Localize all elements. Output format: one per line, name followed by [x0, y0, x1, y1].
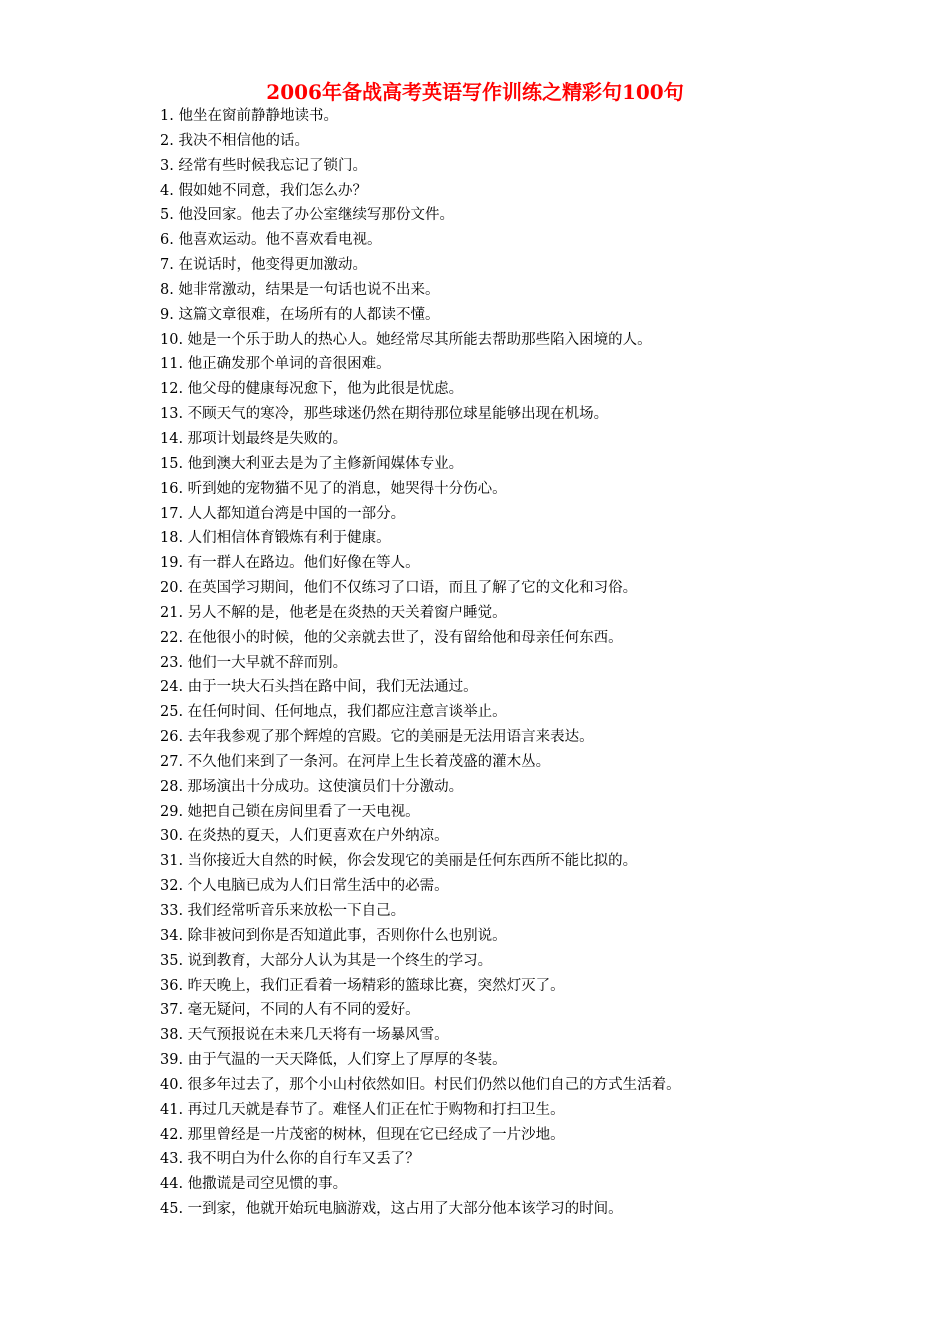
- sentence-item: 35. 说到教育，大部分人认为其是一个终生的学习。: [160, 952, 493, 969]
- sentence-item: 41. 再过几天就是春节了。难怪人们正在忙于购物和打扫卫生。: [160, 1101, 565, 1118]
- sentence-item: 32. 个人电脑已成为人们日常生活中的必需。: [160, 878, 449, 895]
- sentence-item: 3. 经常有些时候我忘记了锁门。: [160, 157, 367, 174]
- sentence-list: [160, 104, 860, 1222]
- page-title: 2006年备战高考英语写作训练之精彩句100句: [266, 80, 684, 104]
- sentence-item: 27. 不久他们来到了一条河。在河岸上生长着茂盛的灌木丛。: [160, 753, 551, 770]
- sentence-item: 18. 人们相信体育锻炼有利于健康。: [160, 530, 391, 547]
- sentence-item: 17. 人人都知道台湾是中国的一部分。: [160, 505, 406, 522]
- sentence-item: 30. 在炎热的夏天，人们更喜欢在户外纳凉。: [160, 828, 449, 845]
- sentence-item: 24. 由于一块大石头挡在路中间，我们无法通过。: [160, 679, 478, 696]
- sentence-item: 19. 有一群人在路边。他们好像在等人。: [160, 555, 420, 572]
- sentence-item: 16. 听到她的宠物猫不见了的消息，她哭得十分伤心。: [160, 480, 507, 497]
- sentence-item: 45. 一到家，他就开始玩电脑游戏，这占用了大部分他本该学习的时间。: [160, 1201, 623, 1218]
- sentence-item: 38. 天气预报说在未来几天将有一场暴风雪。: [160, 1027, 449, 1044]
- sentence-item: 9. 这篇文章很难，在场所有的人都读不懂。: [160, 306, 440, 323]
- sentence-item: 31. 当你接近大自然的时候，你会发现它的美丽是任何东西所不能比拟的。: [160, 853, 638, 870]
- sentence-item: 8. 她非常激动，结果是一句话也说不出来。: [160, 281, 440, 298]
- sentence-item: 6. 他喜欢运动。他不喜欢看电视。: [160, 232, 382, 249]
- sentence-item: 5. 他没回家。他去了办公室继续写那份文件。: [160, 207, 454, 224]
- sentence-item: 13. 不顾天气的寒冷，那些球迷仍然在期待那位球星能够出现在机场。: [160, 406, 609, 423]
- sentence-item: 15. 他到澳大利亚去是为了主修新闻媒体专业。: [160, 455, 464, 472]
- sentence-item: 25. 在任何时间、任何地点，我们都应注意言谈举止。: [160, 704, 507, 721]
- sentence-item: 42. 那里曾经是一片茂密的树林，但现在它已经成了一片沙地。: [160, 1126, 565, 1143]
- sentence-item: 10. 她是一个乐于助人的热心人。她经常尽其所能去帮助那些陷入困境的人。: [160, 331, 652, 348]
- sentence-item: 44. 他撒谎是司空见惯的事。: [160, 1176, 348, 1193]
- sentence-item: 23. 他们一大早就不辞而别。: [160, 654, 348, 671]
- sentence-item: 28. 那场演出十分成功。这使演员们十分激动。: [160, 778, 464, 795]
- sentence-item: 34. 除非被问到你是否知道此事，否则你什么也别说。: [160, 927, 507, 944]
- sentence-item: 26. 去年我参观了那个辉煌的宫殿。它的美丽是无法用语言来表达。: [160, 729, 594, 746]
- sentence-item: 20. 在英国学习期间，他们不仅练习了口语，而且了解了它的文化和习俗。: [160, 580, 638, 597]
- sentence-item: 22. 在他很小的时候，他的父亲就去世了，没有留给他和母亲任何东西。: [160, 629, 623, 646]
- sentence-item: 37. 毫无疑问，不同的人有不同的爱好。: [160, 1002, 420, 1019]
- sentence-item: 2. 我决不相信他的话。: [160, 132, 309, 149]
- sentence-item: 40. 很多年过去了，那个小山村依然如旧。村民们仍然以他们自己的方式生活着。: [160, 1076, 681, 1093]
- sentence-item: 11. 他正确发那个单词的音很困难。: [160, 356, 391, 373]
- sentence-item: 43. 我不明白为什么你的自行车又丢了？: [160, 1151, 420, 1168]
- sentence-item: 12. 他父母的健康每况愈下，他为此很是忧虑。: [160, 381, 464, 398]
- sentence-item: 33. 我们经常听音乐来放松一下自己。: [160, 903, 406, 919]
- sentence-item: 14. 那项计划最终是失败的。: [160, 430, 348, 447]
- sentence-item: 1. 他坐在窗前静静地读书。: [160, 108, 338, 124]
- sentence-item: 7. 在说话时，他变得更加激动。: [160, 257, 367, 274]
- sentence-item: 21. 另人不解的是，他老是在炎热的天关着窗户睡觉。: [160, 604, 507, 621]
- sentence-item: 39. 由于气温的一天天降低，人们穿上了厚厚的冬装。: [160, 1052, 507, 1069]
- sentence-item: 29. 她把自己锁在房间里看了一天电视。: [160, 803, 420, 820]
- sentence-item: 36. 昨天晚上，我们正看着一场精彩的篮球比赛，突然灯灭了。: [160, 977, 565, 994]
- sentence-item: 4. 假如她不同意，我们怎么办？: [160, 182, 367, 199]
